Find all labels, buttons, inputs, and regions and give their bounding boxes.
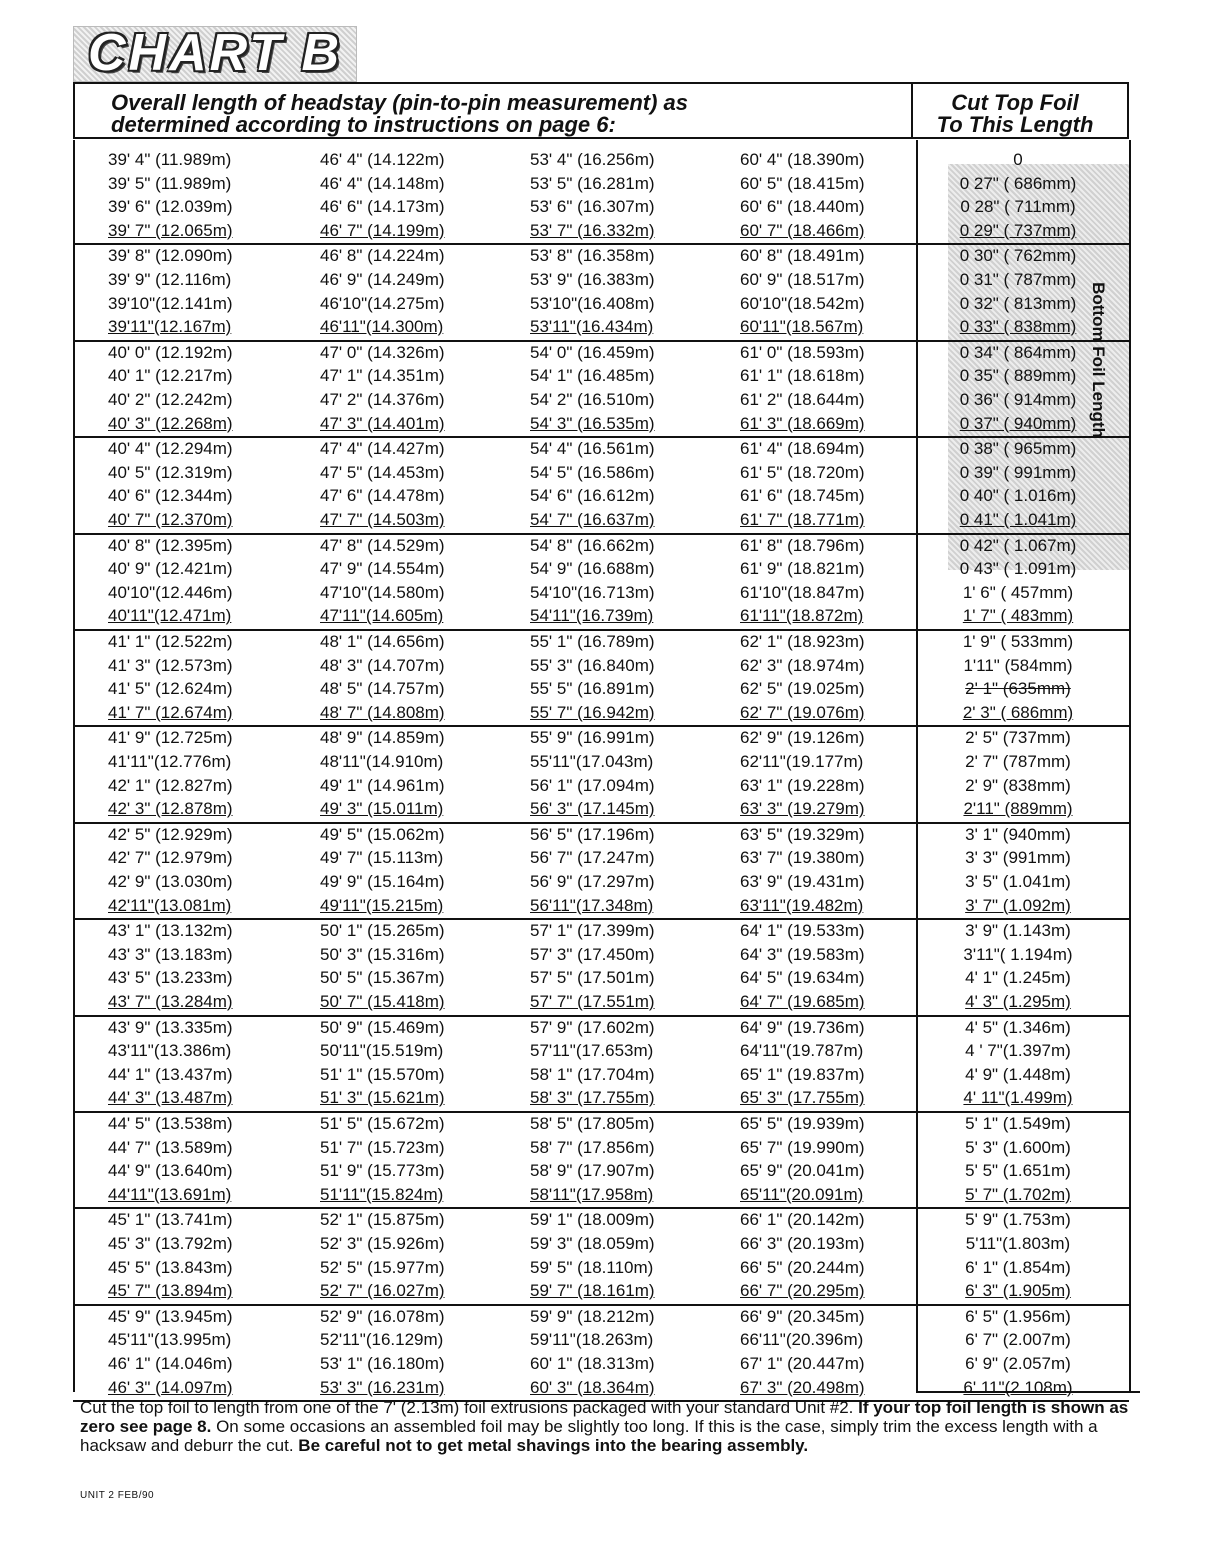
table-cell: 62' 5" (19.025m) (740, 679, 865, 699)
instruction-note (80, 1398, 1130, 1455)
cut-length-cell: 5' 1" (1.549m) (965, 1114, 1071, 1133)
table-cell: 42'11"(13.081m) (108, 895, 232, 915)
table-cell: 64' 3" (19.583m) (740, 944, 865, 964)
cut-length-cell: 0 31" ( 787mm) (959, 270, 1077, 289)
cut-length-cell: 1' 9" ( 533mm) (962, 632, 1074, 651)
table-cell: 58' 5" (17.805m) (530, 1114, 655, 1133)
group-divider (73, 243, 1129, 245)
table-cell: 47' 2" (14.376m) (320, 390, 445, 409)
table-cell: 41' 9" (12.725m) (108, 728, 233, 748)
table-cell: 42' 5" (12.929m) (108, 824, 233, 844)
cut-length-cell: 0 34" ( 864mm) (959, 342, 1077, 362)
table-cell: 54' 8" (16.662m) (530, 535, 655, 555)
table-cell: 60' 3" (18.364m) (530, 1377, 655, 1397)
table-cell: 50' 9" (15.469m) (320, 1017, 445, 1037)
table-cell: 54' 6" (16.612m) (530, 486, 655, 506)
table-cell: 61' 1" (18.618m) (740, 366, 865, 386)
cut-length-cell: 4' 3" (1.295m) (965, 992, 1071, 1011)
table-cell: 54' 9" (16.688m) (530, 559, 655, 579)
table-cell: 65'11"(20.091m) (740, 1184, 864, 1204)
table-cell: 66' 3" (20.193m) (740, 1234, 865, 1253)
table-cell: 50' 1" (15.265m) (320, 921, 445, 941)
table-cell: 61'10"(18.847m) (740, 582, 865, 602)
cut-length-cell: 4' 11"(1.499m) (963, 1088, 1073, 1108)
table-cell: 61' 9" (18.821m) (740, 559, 865, 579)
table-cell: 53' 9" (16.383m) (530, 270, 655, 289)
table-cell: 48' 7" (14.808m) (320, 702, 445, 722)
table-cell: 66' 1" (20.142m) (740, 1210, 865, 1230)
table-cell: 40' 3" (12.268m) (108, 413, 233, 433)
table-cell: 55'11"(17.043m) (530, 752, 654, 771)
table-cell: 51' 5" (15.672m) (320, 1114, 445, 1133)
table-cell: 54' 5" (16.586m) (530, 462, 655, 482)
cut-length-cell: 0 28" ( 711mm) (960, 197, 1076, 217)
table-cell: 40' 2" (12.242m) (108, 390, 233, 409)
table-cell: 40'11"(12.471m) (108, 606, 232, 626)
table-cell: 48' 1" (14.656m) (320, 632, 445, 651)
table-cell: 56' 3" (17.145m) (530, 799, 655, 819)
table-cell: 43' 3" (13.183m) (108, 944, 233, 964)
table-cell: 54' 7" (16.637m) (530, 510, 655, 529)
table-cell: 53' 8" (16.358m) (530, 246, 655, 266)
table-cell: 40' 1" (12.217m) (108, 366, 233, 386)
table-cell: 44' 3" (13.487m) (108, 1088, 233, 1108)
table-cell: 50'11"(15.519m) (320, 1041, 444, 1061)
table-cell: 43' 5" (13.233m) (108, 968, 233, 988)
footer-code: UNIT 2 FEB/90 (80, 1490, 155, 1501)
table-cell: 64' 5" (19.634m) (740, 968, 865, 988)
table-cell: 53' 1" (16.180m) (320, 1354, 445, 1373)
table-cell: 39'11"(12.167m) (108, 317, 232, 337)
table-cell: 57' 9" (17.602m) (530, 1017, 655, 1037)
table-cell: 53'10"(16.408m) (530, 293, 655, 313)
table-cell: 52' 5" (15.977m) (320, 1257, 445, 1277)
cut-length-cell: 0 40" ( 1.016m) (959, 486, 1077, 506)
table-right-rule (1129, 140, 1131, 1392)
cut-length-cell: 3' 7" (1.092m) (965, 895, 1071, 915)
group-divider (73, 436, 1129, 438)
table-cell: 49' 3" (15.011m) (320, 799, 444, 819)
table-cell: 57'11"(17.653m) (530, 1041, 654, 1061)
table-cell: 46' 3" (14.097m) (108, 1377, 233, 1397)
table-cell: 52' 9" (16.078m) (320, 1306, 445, 1326)
table-cell: 59'11"(18.263m) (530, 1330, 654, 1350)
table-cell: 58' 9" (17.907m) (530, 1161, 655, 1181)
cut-length-cell: 2' 9" (838mm) (965, 775, 1071, 795)
table-cell: 48' 3" (14.707m) (320, 655, 445, 675)
cut-length-cell: 3' 3" (991mm) (965, 848, 1071, 868)
table-cell: 64'11"(19.787m) (740, 1041, 864, 1061)
table-cell: 60' 9" (18.517m) (740, 270, 865, 289)
table-cell: 46' 7" (14.199m) (320, 220, 445, 240)
table-cell: 64' 7" (19.685m) (740, 992, 865, 1011)
group-divider (73, 918, 1129, 920)
table-cell: 60' 1" (18.313m) (530, 1354, 655, 1373)
table-cell: 55' 7" (16.942m) (530, 702, 655, 722)
table-cell: 41' 7" (12.674m) (108, 702, 233, 722)
table-cell: 60'10"(18.542m) (740, 293, 865, 313)
table-cell: 60' 4" (18.390m) (740, 150, 865, 169)
table-cell: 40' 8" (12.395m) (108, 535, 233, 555)
table-cell: 65' 3" (17.755m) (740, 1088, 865, 1108)
table-cell: 55' 3" (16.840m) (530, 655, 655, 675)
group-divider (73, 629, 1129, 631)
table-cell: 46' 9" (14.249m) (320, 270, 445, 289)
group-divider (73, 340, 1129, 342)
table-cell: 54' 1" (16.485m) (530, 366, 655, 386)
table-cell: 50' 5" (15.367m) (320, 968, 445, 988)
table-cell: 59' 5" (18.110m) (530, 1257, 654, 1277)
table-cell: 51' 3" (15.621m) (320, 1088, 445, 1108)
table-cell: 51' 1" (15.570m) (320, 1064, 445, 1084)
table-cell: 48'11"(14.910m) (320, 752, 444, 771)
cut-length-cell: 0 35" ( 889mm) (959, 366, 1077, 386)
table-cell: 67' 3" (20.498m) (740, 1377, 865, 1397)
table-cell: 53' 4" (16.256m) (530, 150, 655, 169)
note-text-2: On some occasions an assembled foil may be slightly too long. If this is the case, simply trim the excess length with a hacksaw and deburr the cut. (80, 1417, 1098, 1455)
table-cell: 42' 7" (12.979m) (108, 848, 233, 868)
cut-length-cell: 1' 7" ( 483mm) (962, 606, 1074, 626)
table-cell: 47' 0" (14.326m) (320, 342, 445, 362)
table-cell: 59' 1" (18.009m) (530, 1210, 655, 1230)
cut-length-cell: 0 30" ( 762mm) (959, 246, 1077, 266)
table-cell: 43' 7" (13.284m) (108, 992, 233, 1011)
cut-length-cell: 0 41" ( 1.041m) (959, 510, 1077, 529)
table-cell: 61' 8" (18.796m) (740, 535, 865, 555)
table-cell: 39' 6" (12.039m) (108, 197, 233, 217)
table-cell: 61' 0" (18.593m) (740, 342, 865, 362)
table-cell: 65' 7" (19.990m) (740, 1137, 865, 1157)
cut-length-cell: 0 27" ( 686mm) (959, 173, 1077, 193)
table-cell: 40' 6" (12.344m) (108, 486, 233, 506)
table-cell: 54' 4" (16.561m) (530, 439, 655, 459)
cut-length-cell: 0 37" ( 940mm) (959, 413, 1077, 433)
table-cell: 62'11"(19.177m) (740, 752, 864, 771)
table-cell: 49' 9" (15.164m) (320, 872, 445, 891)
cut-length-cell: 6' 5" (1.956m) (965, 1306, 1071, 1326)
table-cell: 56' 9" (17.297m) (530, 872, 655, 891)
bottom-foil-length-label: Bottom Foil Length (1089, 282, 1108, 438)
table-cell: 47' 8" (14.529m) (320, 535, 445, 555)
table-cell: 48' 9" (14.859m) (320, 728, 445, 748)
table-cell: 47' 3" (14.401m) (320, 413, 445, 433)
table-cell: 52' 7" (16.027m) (320, 1281, 445, 1301)
table-cell: 47' 4" (14.427m) (320, 439, 445, 459)
table-cell: 63' 1" (19.228m) (740, 775, 865, 795)
table-cell: 63' 3" (19.279m) (740, 799, 865, 819)
cut-length-cell: 0 33" ( 838mm) (959, 317, 1077, 337)
cut-length-cell: 0 36" ( 914mm) (959, 390, 1077, 409)
cut-length-cell: 0 43" ( 1.091m) (959, 559, 1077, 579)
table-cell: 66' 7" (20.295m) (740, 1281, 865, 1301)
cut-length-cell: 1'11" (584mm) (963, 655, 1073, 675)
table-bottom-rule (916, 1391, 1140, 1393)
table-cell: 61' 5" (18.720m) (740, 462, 865, 482)
table-cell: 47' 5" (14.453m) (320, 462, 445, 482)
table-cell: 56' 7" (17.247m) (530, 848, 655, 868)
table-cell: 52' 3" (15.926m) (320, 1234, 445, 1253)
table-cell: 61' 7" (18.771m) (740, 510, 865, 529)
table-cell: 40' 7" (12.370m) (108, 510, 233, 529)
table-cell: 40' 9" (12.421m) (108, 559, 233, 579)
cut-length-cell: 1' 6" ( 457mm) (962, 582, 1074, 602)
table-cell: 43' 1" (13.132m) (108, 921, 233, 941)
table-cell: 41' 3" (12.573m) (108, 655, 233, 675)
table-cell: 40' 4" (12.294m) (108, 439, 233, 459)
table-cell: 51' 9" (15.773m) (320, 1161, 445, 1181)
group-divider (73, 1304, 1129, 1306)
table-cell: 51'11"(15.824m) (320, 1184, 444, 1204)
table-cell: 63'11"(19.482m) (740, 895, 864, 915)
table-cell: 66' 5" (20.244m) (740, 1257, 865, 1277)
header-left-line2: determined according to instructions on page 6: (111, 112, 616, 137)
table-cell: 41' 1" (12.522m) (108, 632, 233, 651)
cut-length-cell: 5' 9" (1.753m) (965, 1210, 1071, 1230)
table-cell: 50' 3" (15.316m) (320, 944, 445, 964)
table-cell: 40' 5" (12.319m) (108, 462, 233, 482)
table-cell: 59' 3" (18.059m) (530, 1234, 655, 1253)
table-cell: 47' 1" (14.351m) (320, 366, 445, 386)
cut-length-cell: 4' 5" (1.346m) (965, 1017, 1071, 1037)
table-cell: 39' 8" (12.090m) (108, 246, 233, 266)
cut-length-cell: 6' 3" (1.905m) (965, 1281, 1071, 1301)
cut-length-cell: 6' 7" (2.007m) (965, 1330, 1071, 1350)
table-cell: 60' 8" (18.491m) (740, 246, 865, 266)
table-cell: 53' 7" (16.332m) (530, 220, 655, 240)
table-cell: 49' 7" (15.113m) (320, 848, 444, 868)
note-text-1: Cut the top foil to length from one of the 7' (2.13m) foil extrusions packaged with your standard Unit #2. (80, 1398, 859, 1417)
table-cell: 58' 7" (17.856m) (530, 1137, 655, 1157)
note-bold-1: If your top foil length is shown as zero see page 8. (80, 1398, 1129, 1436)
table-cell: 62' 3" (18.974m) (740, 655, 865, 675)
table-cell: 50' 7" (15.418m) (320, 992, 445, 1011)
table-cell: 44'11"(13.691m) (108, 1184, 232, 1204)
table-cell: 57' 5" (17.501m) (530, 968, 655, 988)
table-cell: 56' 5" (17.196m) (530, 824, 655, 844)
table-cell: 54'10"(16.713m) (530, 582, 655, 602)
table-cell: 47'11"(14.605m) (320, 606, 444, 626)
table-cell: 65' 1" (19.837m) (740, 1064, 865, 1084)
cut-length-cell: 5' 7" (1.702m) (965, 1184, 1071, 1204)
table-cell: 39' 4" (11.989m) (108, 150, 232, 169)
table-cell: 56' 1" (17.094m) (530, 775, 655, 795)
header-right-line1: Cut Top Foil (951, 90, 1079, 115)
table-cell: 66' 9" (20.345m) (740, 1306, 865, 1326)
table-cell: 39'10"(12.141m) (108, 293, 233, 313)
table-cell: 53' 6" (16.307m) (530, 197, 655, 217)
cut-length-cell: 6' 11"(2.108m) (963, 1377, 1073, 1397)
table-cell: 61' 3" (18.669m) (740, 413, 865, 433)
table-cell: 45' 5" (13.843m) (108, 1257, 233, 1277)
note-bold-2: Be careful not to get metal shavings into the bearing assembly. (298, 1436, 809, 1455)
table-cell: 61' 2" (18.644m) (740, 390, 865, 409)
table-cell: 46' 8" (14.224m) (320, 246, 445, 266)
cut-length-cell: 6' 9" (2.057m) (965, 1354, 1071, 1373)
table-cell: 64' 1" (19.533m) (740, 921, 865, 941)
table-cell: 42' 9" (13.030m) (108, 872, 233, 891)
table-cell: 52' 1" (15.875m) (320, 1210, 445, 1230)
table-cell: 54'11"(16.739m) (530, 606, 654, 626)
table-cell: 49'11"(15.215m) (320, 895, 444, 915)
table-cell: 54' 3" (16.535m) (530, 413, 655, 433)
table-cell: 52'11"(16.129m) (320, 1330, 444, 1350)
table-cell: 58'11"(17.958m) (530, 1184, 654, 1204)
table-cell: 63' 7" (19.380m) (740, 848, 865, 868)
group-divider (73, 822, 1129, 824)
table-cell: 47' 7" (14.503m) (320, 510, 445, 529)
table-cell: 53' 3" (16.231m) (320, 1377, 445, 1397)
table-cell: 60' 5" (18.415m) (740, 173, 865, 193)
table-cell: 44' 5" (13.538m) (108, 1114, 233, 1133)
table-cell: 46' 4" (14.122m) (320, 150, 445, 169)
table-cell: 62' 9" (19.126m) (740, 728, 865, 748)
cut-length-cell: 2'11" (889mm) (963, 799, 1073, 819)
table-cell: 58' 1" (17.704m) (530, 1064, 655, 1084)
cut-length-cell: 3' 9" (1.143m) (965, 921, 1071, 941)
cut-length-cell: 2' 5" (737mm) (965, 728, 1071, 748)
table-left-rule (73, 140, 75, 1392)
table-cell: 57' 7" (17.551m) (530, 992, 655, 1011)
table-cell: 44' 7" (13.589m) (108, 1137, 233, 1157)
table-cell: 42' 1" (12.827m) (108, 775, 233, 795)
table-cell: 39' 5" (11.989m) (108, 173, 232, 193)
table-cell: 64' 9" (19.736m) (740, 1017, 865, 1037)
cut-length-cell: 0 39" ( 991mm) (959, 462, 1077, 482)
table-cell: 63' 5" (19.329m) (740, 824, 865, 844)
table-cell: 42' 3" (12.878m) (108, 799, 233, 819)
group-divider (73, 533, 1129, 535)
table-cell: 44' 9" (13.640m) (108, 1161, 233, 1181)
cut-length-cell: 6' 1" (1.854m) (965, 1257, 1071, 1277)
group-divider (73, 725, 1129, 727)
cut-length-cell: 5' 5" (1.651m) (965, 1161, 1071, 1181)
cut-length-cell: 4' 1" (1.245m) (965, 968, 1071, 988)
table-cell: 63' 9" (19.431m) (740, 872, 865, 891)
header-left-line1: Overall length of headstay (pin-to-pin measurement) as (111, 90, 688, 115)
table-cell: 45' 9" (13.945m) (108, 1306, 233, 1326)
table-cell: 55' 9" (16.991m) (530, 728, 655, 748)
table-cell: 46' 1" (14.046m) (108, 1354, 233, 1373)
table-cell: 45'11"(13.995m) (108, 1330, 232, 1350)
table-cell: 59' 9" (18.212m) (530, 1306, 655, 1326)
cut-length-cell: 0 32" ( 813mm) (959, 293, 1077, 313)
table-cell: 62' 1" (18.923m) (740, 632, 865, 651)
cut-length-cell: 4 ' 7"(1.397m) (965, 1041, 1071, 1061)
table-cell: 44' 1" (13.437m) (108, 1064, 233, 1084)
table-cell: 57' 1" (17.399m) (530, 921, 655, 941)
cut-length-cell: 5'11"(1.803m) (965, 1234, 1071, 1253)
table-cell: 67' 1" (20.447m) (740, 1354, 865, 1373)
group-divider (73, 1015, 1129, 1017)
chart-b-label: CHART B (88, 26, 343, 82)
table-cell: 65' 9" (20.041m) (740, 1161, 865, 1181)
table-cell: 43' 9" (13.335m) (108, 1017, 233, 1037)
table-cell: 66'11"(20.396m) (740, 1330, 864, 1350)
chart-b-logo (73, 26, 357, 82)
table-cell: 65' 5" (19.939m) (740, 1114, 865, 1133)
cut-length-cell: 3' 5" (1.041m) (965, 872, 1071, 891)
table-cell: 54' 0" (16.459m) (530, 342, 655, 362)
table-cell: 53'11"(16.434m) (530, 317, 654, 337)
cut-length-cell: 2' 7" (787mm) (965, 752, 1071, 771)
table-cell: 49' 5" (15.062m) (320, 824, 445, 844)
table-cell: 45' 1" (13.741m) (108, 1210, 233, 1230)
cut-length-cell: 0 29" ( 737mm) (959, 220, 1077, 240)
table-cell: 40'10"(12.446m) (108, 582, 233, 602)
cut-length-cell: 3'11"( 1.194m) (963, 944, 1073, 964)
table-cell: 45' 7" (13.894m) (108, 1281, 233, 1301)
table-cell: 46'11"(14.300m) (320, 317, 444, 337)
table-cell: 39' 7" (12.065m) (108, 220, 233, 240)
cut-length-cell: 4' 9" (1.448m) (965, 1064, 1071, 1084)
table-cell: 46' 6" (14.173m) (320, 197, 445, 217)
cut-length-cell: 5' 3" (1.600m) (965, 1137, 1071, 1157)
cut-length-cell: 0 42" ( 1.067m) (959, 535, 1077, 555)
table-cell: 60' 7" (18.466m) (740, 220, 865, 240)
table-cell: 40' 0" (12.192m) (108, 342, 233, 362)
table-cell: 49' 1" (14.961m) (320, 775, 445, 795)
cut-length-cell: 2' 3" ( 686mm) (962, 702, 1074, 722)
table-cell: 60'11"(18.567m) (740, 317, 864, 337)
table-cell: 54' 2" (16.510m) (530, 390, 655, 409)
cut-length-cell: 2' 1" (635mm) (965, 679, 1071, 699)
table-cell: 41'11"(12.776m) (108, 752, 232, 771)
table-cell: 61' 6" (18.745m) (740, 486, 865, 506)
cut-length-cell: 3' 1" (940mm) (965, 824, 1071, 844)
table-cell: 62' 7" (19.076m) (740, 702, 865, 722)
table-cell: 55' 1" (16.789m) (530, 632, 655, 651)
table-cell: 41' 5" (12.624m) (108, 679, 233, 699)
group-divider (73, 1207, 1129, 1209)
table-cell: 47'10"(14.580m) (320, 582, 445, 602)
table-cell: 61' 4" (18.694m) (740, 439, 865, 459)
table-cell: 43'11"(13.386m) (108, 1041, 232, 1061)
table-cell: 48' 5" (14.757m) (320, 679, 445, 699)
group-divider (73, 1111, 1129, 1113)
table-cell: 47' 9" (14.554m) (320, 559, 445, 579)
table-cell: 58' 3" (17.755m) (530, 1088, 655, 1108)
table-cell: 46'10"(14.275m) (320, 293, 445, 313)
table-cell: 45' 3" (13.792m) (108, 1234, 233, 1253)
table-cell: 51' 7" (15.723m) (320, 1137, 445, 1157)
table-cell: 56'11"(17.348m) (530, 895, 654, 915)
table-cell: 61'11"(18.872m) (740, 606, 864, 626)
table-cell: 55' 5" (16.891m) (530, 679, 655, 699)
table-header (73, 82, 1129, 139)
table-cell: 39' 9" (12.116m) (108, 270, 232, 289)
table-cell: 46' 4" (14.148m) (320, 173, 445, 193)
table-cell: 60' 6" (18.440m) (740, 197, 865, 217)
table-cell: 57' 3" (17.450m) (530, 944, 655, 964)
header-right-line2: To This Length (936, 112, 1094, 137)
table-cell: 47' 6" (14.478m) (320, 486, 445, 506)
table-cell: 53' 5" (16.281m) (530, 173, 655, 193)
cut-length-cell: 0 38" ( 965mm) (959, 439, 1077, 459)
cut-length-cell: 0 (1013, 150, 1023, 169)
table-cell: 59' 7" (18.161m) (530, 1281, 655, 1301)
